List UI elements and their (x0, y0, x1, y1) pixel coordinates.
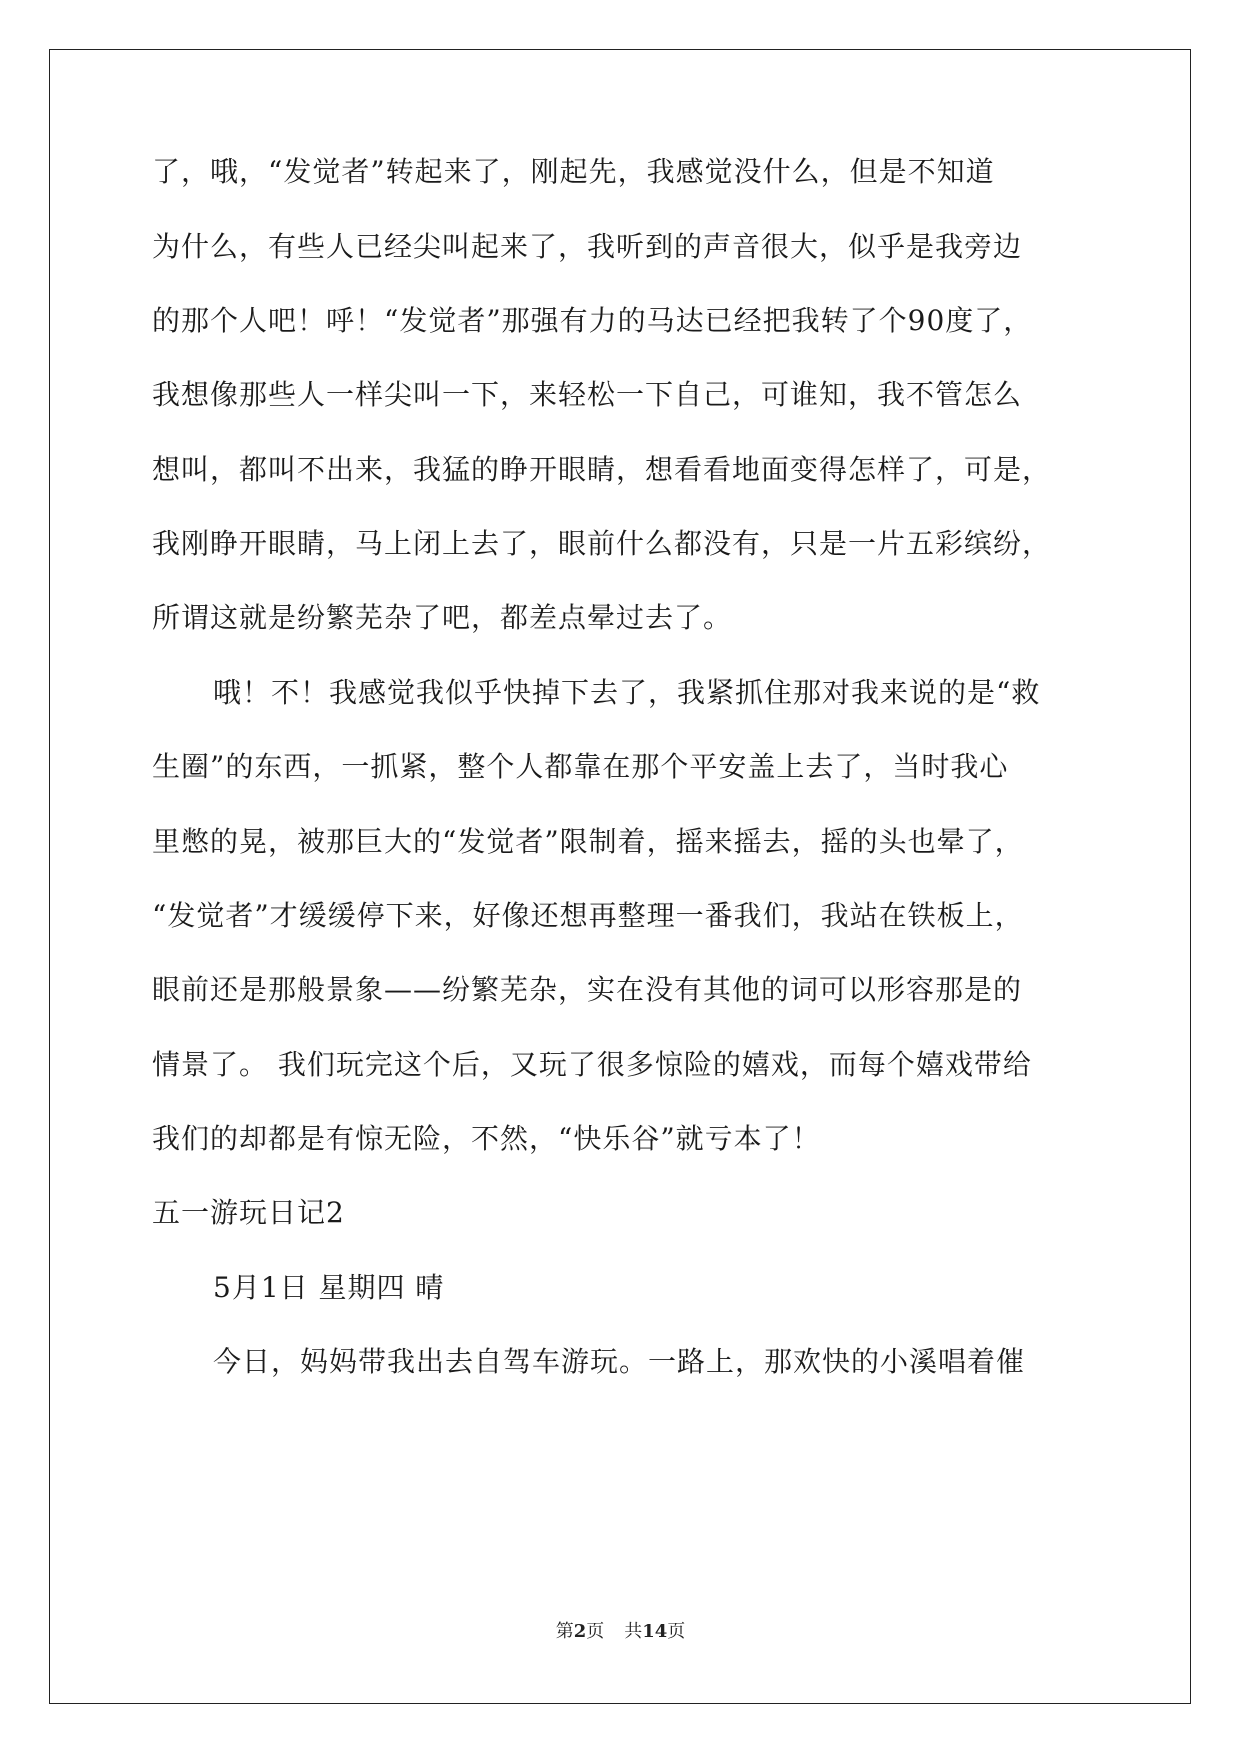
paragraph-start-line: 哦！不！我感觉我似乎快掉下去了，我紧抓住那对我来说的是“救 (213, 676, 1041, 709)
text-line: 情景了。 我们玩完这个后，又玩了很多惊险的嬉戏，而每个嬉戏带给 (152, 1048, 1032, 1081)
page-suffix: 页 (586, 1621, 605, 1642)
section-heading: 五一游玩日记2 (152, 1196, 345, 1229)
text-line: 里憋的晃，被那巨大的“发觉者”限制着，摇来摇去，摇的头也晕了， (152, 825, 1024, 858)
total-suffix: 页 (667, 1621, 686, 1642)
date-line: 5月1日 星期四 晴 (213, 1271, 445, 1304)
total-pages: 14 (642, 1621, 668, 1642)
paragraph-start-line: 今日，妈妈带我出去自驾车游玩。一路上，那欢快的小溪唱着催 (213, 1345, 1026, 1378)
text-line: 想叫，都叫不出来，我猛的睁开眼睛，想看看地面变得怎样了，可是， (152, 453, 1052, 486)
text-line: 了，哦，“发觉者”转起来了，刚起先，我感觉没什么，但是不知道 (152, 155, 995, 188)
text-line: 眼前还是那般景象——纷繁芜杂，实在没有其他的词可以形容那是的 (152, 973, 1023, 1006)
page-footer (0, 1619, 1241, 1645)
total-prefix: 共 (624, 1621, 643, 1642)
page-number: 2 (573, 1621, 587, 1642)
text-line: 为什么，有些人已经尖叫起来了，我听到的声音很大，似乎是我旁边 (152, 230, 1023, 263)
text-line: 我想像那些人一样尖叫一下，来轻松一下自己，可谁知，我不管怎么 (152, 378, 1023, 411)
page-border (49, 49, 1191, 1704)
text-line: 生圈”的东西，一抓紧，整个人都靠在那个平安盖上去了，当时我心 (152, 750, 1009, 783)
page-prefix: 第 (555, 1621, 574, 1642)
text-line: 我刚睁开眼睛，马上闭上去了，眼前什么都没有，只是一片五彩缤纷， (152, 527, 1052, 560)
text-line: 所谓这就是纷繁芜杂了吧，都差点晕过去了。 (152, 601, 733, 634)
text-line: 我们的却都是有惊无险，不然，“快乐谷”就亏本了！ (152, 1122, 821, 1155)
text-line: “发觉者”才缓缓停下来，好像还想再整理一番我们，我站在铁板上， (152, 899, 1024, 932)
text-line: 的那个人吧！呼！“发觉者”那强有力的马达已经把我转了个90度了， (152, 304, 1033, 337)
